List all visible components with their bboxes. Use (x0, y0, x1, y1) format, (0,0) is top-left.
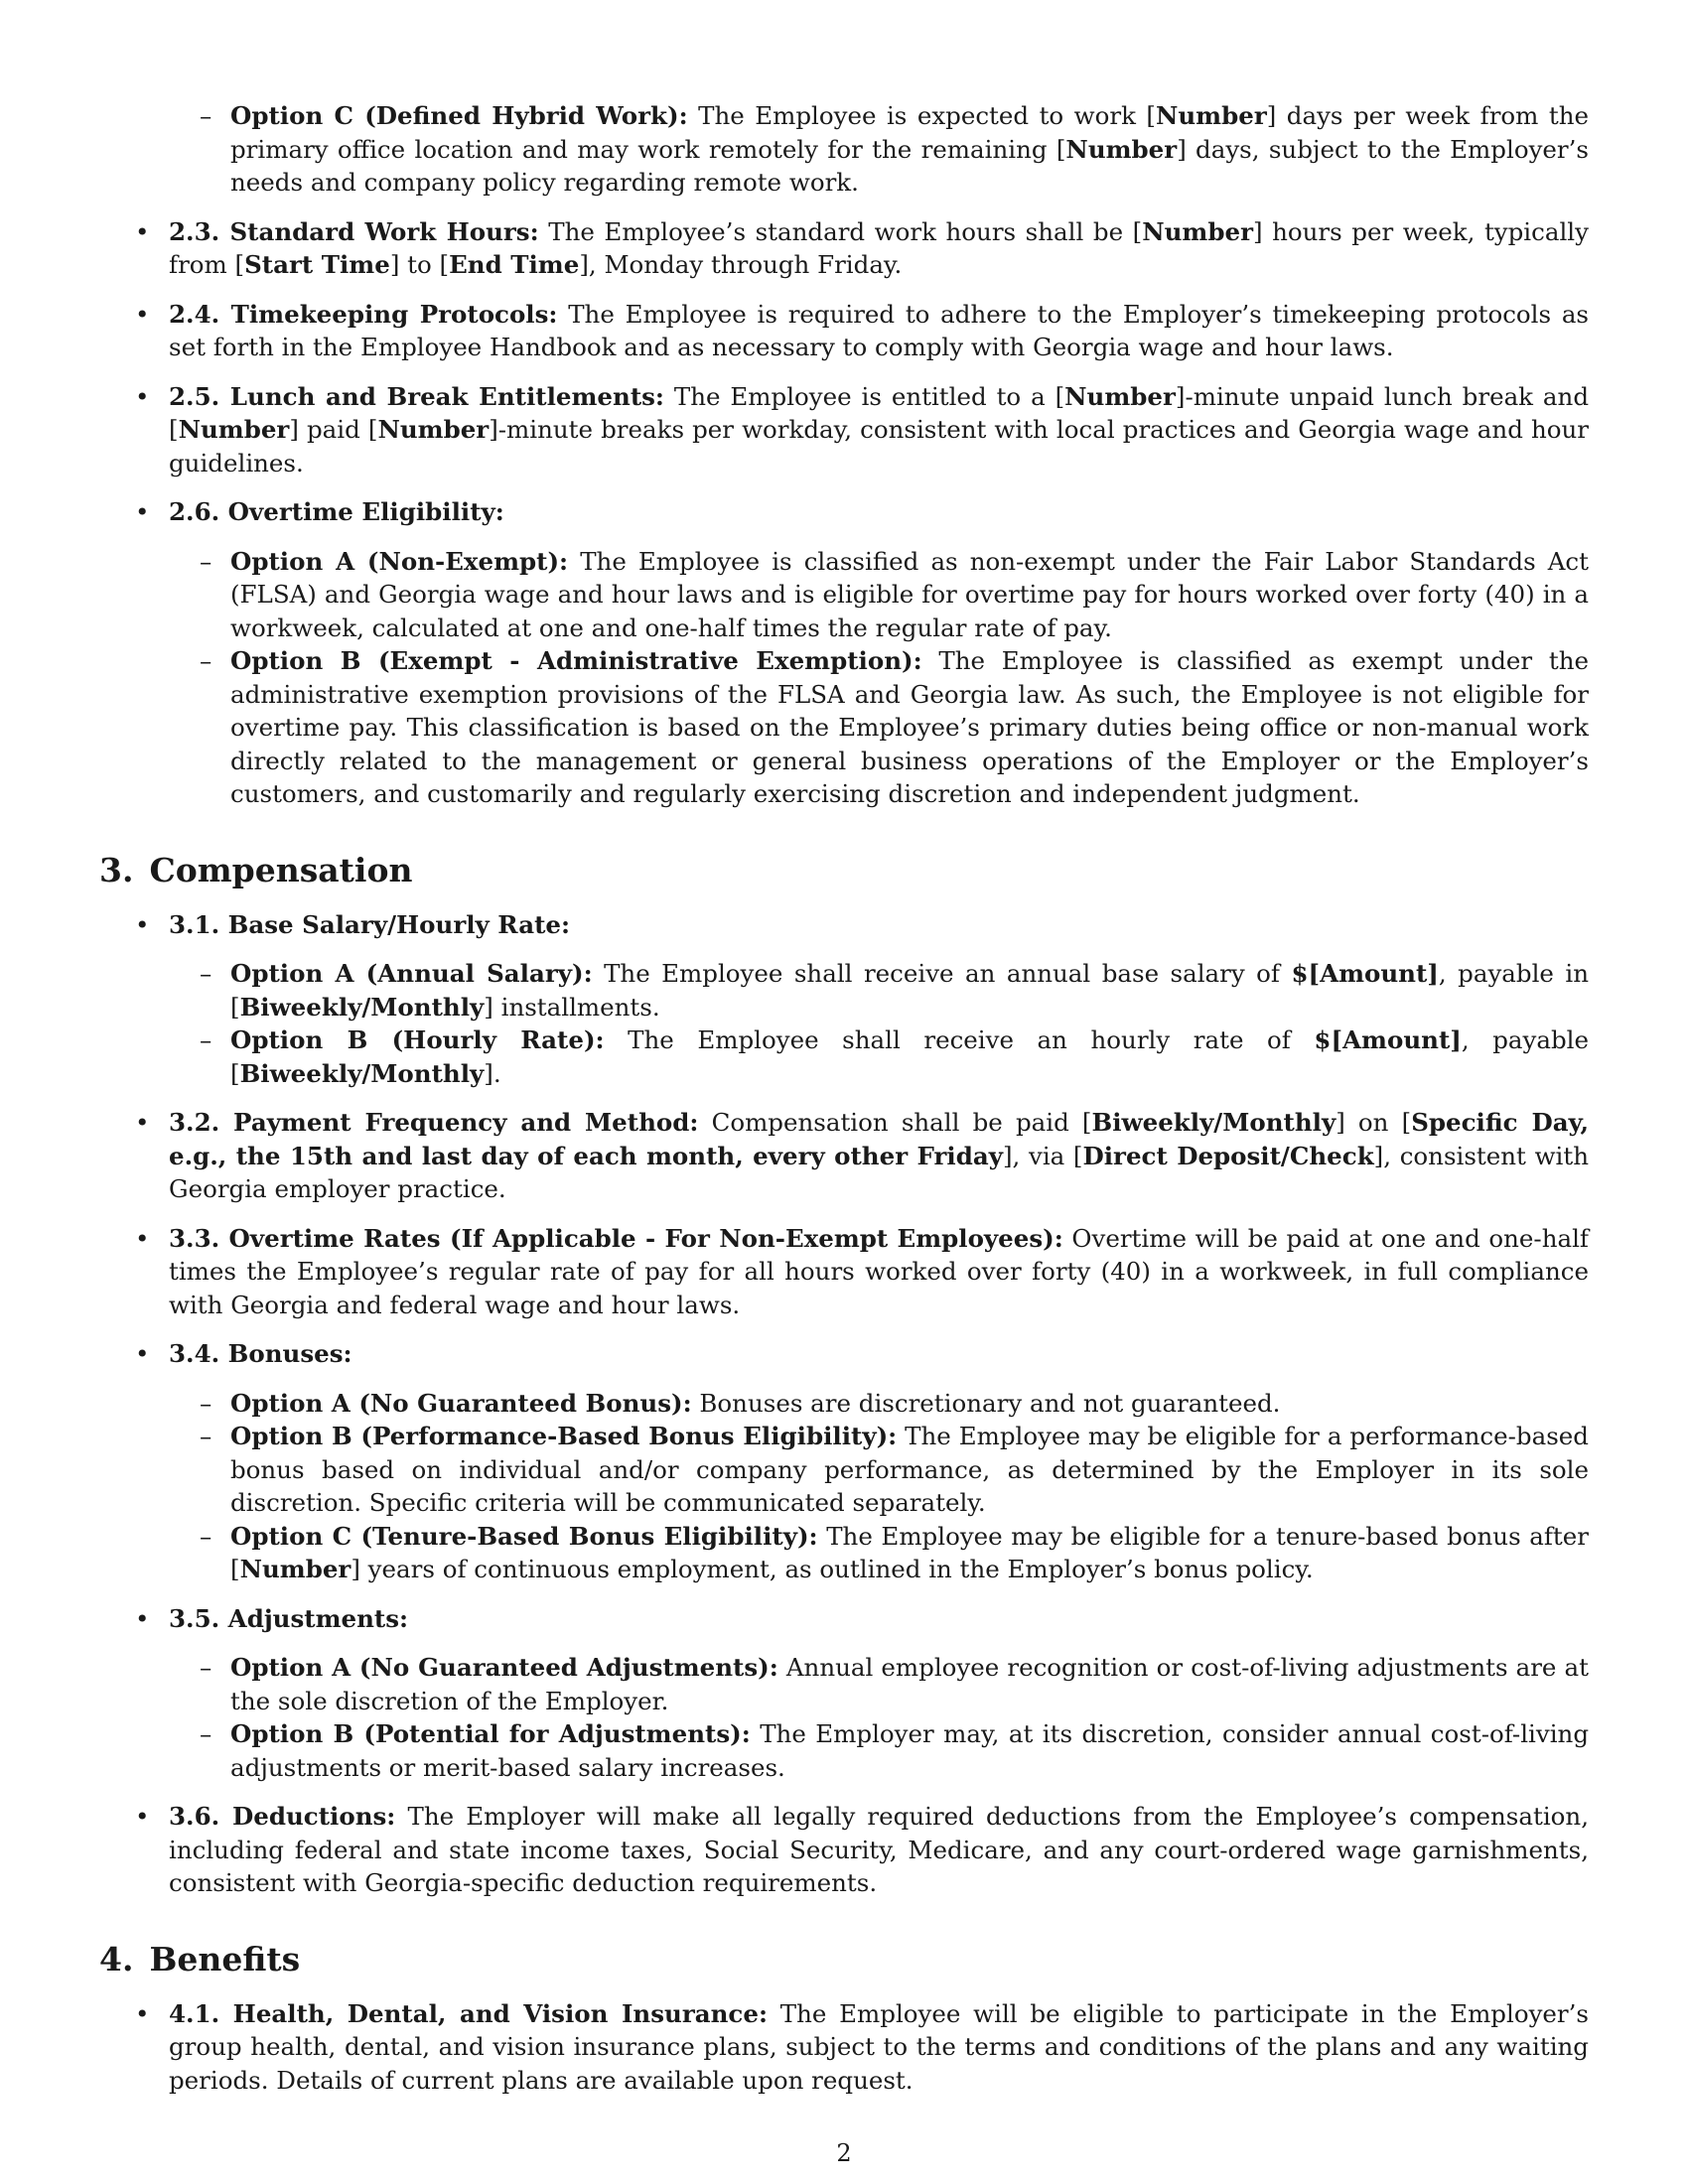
option-text: The Employee is classified as non-exempt under the Fair Labor Standards Act (FLSA) and Georgia wage and hour laws and is eligible for overtime pay for hours worked over forty (40) in a workweek, calculated at one and one-half times the regular rate of pay. (230, 546, 1589, 642)
clause-item (99, 1997, 1589, 2098)
section-number: 4. (99, 1939, 134, 1979)
clause-item (99, 1222, 1589, 1322)
placeholder-field: End Time (449, 250, 580, 279)
option-text: The Employee shall receive an annual base salary of $[Amount], payable in [Biweekly/Monthly] installments. (230, 959, 1589, 1022)
option-list (200, 1651, 1590, 1784)
dash-marker: – (200, 1719, 212, 1748)
placeholder-field: Biweekly/Monthly (239, 992, 485, 1022)
option-c-hybrid (200, 99, 1589, 200)
option-text: Annual employee recognition or cost-of-living adjustments are at the sole discretion of the Employer. (230, 1653, 1589, 1715)
option-item (200, 545, 1589, 645)
clause-text: The Employee’s standard work hours shall be [Number] hours per week, typically from [Start Time] to [End Time], Monday through Friday. (169, 216, 1589, 279)
clause-text: The Employee will be eligible to participate in the Employer’s group health, dental, and vision insurance plans, subject to the terms and conditions of the plans and any waiting periods. Details of current plans are available upon request. (169, 1998, 1589, 2095)
clause-item (99, 495, 1589, 811)
bullet-marker: • (135, 909, 150, 939)
bullet-marker: • (135, 1802, 150, 1831)
clause-item (99, 298, 1589, 364)
placeholder-field: Number (178, 415, 290, 444)
clause-title: 3.1. Base Salary/Hourly Rate: (169, 909, 571, 939)
bullet-marker: • (135, 1339, 150, 1368)
dash-marker: – (200, 646, 212, 675)
option-item (200, 1651, 1589, 1717)
section-4-heading (99, 1940, 1589, 1979)
clause-item (99, 1602, 1589, 1785)
clause-item (99, 1106, 1589, 1206)
clause-title: 3.2. Payment Frequency and Method: (169, 1108, 699, 1137)
bullet-marker: • (135, 1998, 150, 2028)
clause-title: 3.4. Bonuses: (169, 1339, 352, 1368)
option-title: Option A (No Guaranteed Bonus): (230, 1388, 692, 1418)
option-title: Option A (No Guaranteed Adjustments): (230, 1653, 778, 1682)
section-title: Compensation (149, 850, 413, 889)
clause-text: The Employee is entitled to a [Number]-minute unpaid lunch break and [Number] paid [Number]-minute breaks per workday, consistent with local practices and Georgia wage and hour guidelines. (169, 381, 1589, 478)
option-list (200, 957, 1589, 1090)
bullet-marker: • (135, 1108, 150, 1137)
bullet-marker: • (135, 216, 150, 246)
option-title: Option C (Defined Hybrid Work): (230, 101, 688, 130)
bullet-marker: • (135, 381, 150, 411)
clause-title: 2.5. Lunch and Break Entitlements: (169, 381, 664, 411)
placeholder-field: Biweekly/Monthly (1091, 1108, 1336, 1137)
option-title: Option C (Tenure-Based Bonus Eligibility): (230, 1521, 818, 1551)
clause-item (99, 215, 1589, 282)
option-list (200, 1387, 1589, 1586)
section-3-list (99, 908, 1589, 1900)
option-title: Option A (Non-Exempt): (230, 546, 569, 576)
bullet-marker: • (135, 1603, 150, 1633)
dash-marker: – (200, 959, 212, 988)
placeholder-field: Number (1064, 381, 1176, 411)
section-4-list (99, 1997, 1589, 2098)
placeholder-field: $[Amount] (1314, 1025, 1462, 1054)
clause-title: 3.3. Overtime Rates (If Applicable - For Non-Exempt Employees): (169, 1223, 1063, 1253)
option-item (200, 1420, 1589, 1520)
clause-title: 2.4. Timekeeping Protocols: (169, 299, 558, 329)
placeholder-field: Number (1142, 216, 1253, 246)
clause-text: The Employee is required to adhere to the Employer’s timekeeping protocols as set forth in the Employee Handbook and as necessary to comply with Georgia wage and hour laws. (169, 299, 1589, 361)
option-title: Option B (Exempt - Administrative Exemption): (230, 646, 922, 675)
option-text: Bonuses are discretionary and not guaranteed. (691, 1388, 1281, 1418)
dash-marker: – (200, 101, 212, 130)
clause-item (99, 1337, 1589, 1586)
section-number: 3. (99, 850, 134, 889)
placeholder-field: Number (1065, 134, 1178, 164)
placeholder-field: Number (377, 415, 490, 444)
clause-item (99, 380, 1589, 480)
dash-marker: – (200, 1388, 212, 1418)
placeholder-field: Biweekly/Monthly (239, 1058, 485, 1088)
option-list (200, 545, 1590, 811)
option-item (200, 644, 1590, 811)
option-text: The Employer may, at its discretion, consider annual cost-of-living adjustments or merit-based salary increases. (230, 1719, 1590, 1782)
document-body (99, 99, 1589, 2113)
option-item (200, 957, 1589, 1024)
clause-title: 3.6. Deductions: (169, 1802, 396, 1831)
option-text: The Employee is classified as exempt under the administrative exemption provisions of the FLSA and Georgia law. As such, the Employee is not eligible for overtime pay. This classification is based on the Employee’s primary duties being office or non-manual work directly related to the management or general business operations of the Employer or the Employer’s customers, and customarily and regularly exercising discretion and independent judgment. (230, 646, 1590, 808)
dash-marker: – (200, 1422, 212, 1450)
option-title: Option A (Annual Salary): (230, 959, 593, 988)
option-title: Option B (Performance-Based Bonus Eligibility): (230, 1422, 898, 1450)
placeholder-field: $[Amount] (1291, 959, 1439, 988)
option-item (200, 1387, 1589, 1421)
placeholder-field: Direct Deposit/Check (1082, 1141, 1374, 1170)
clause-text: Compensation shall be paid [Biweekly/Monthly] on [Specific Day, e.g., the 15th and last day of each month, every other Friday], via [Direct Deposit/Check], consistent with Georgia employer practice. (169, 1108, 1590, 1203)
option-item (200, 1717, 1590, 1784)
dash-marker: – (200, 546, 212, 576)
clause-item (99, 908, 1589, 1091)
clause-title: 4.1. Health, Dental, and Vision Insurance: (169, 1998, 768, 2028)
dash-marker: – (200, 1521, 212, 1551)
dash-marker: – (200, 1025, 212, 1054)
option-text: The Employee may be eligible for a performance-based bonus based on individual and/or company performance, as determined by the Employer in its sole discretion. Specific criteria will be communicated separately. (230, 1422, 1589, 1517)
continued-options (200, 99, 1589, 200)
placeholder-field: Specific Day, e.g., the 15th and last day of each month, every other Friday (169, 1108, 1589, 1170)
placeholder-field: Start Time (244, 250, 390, 279)
placeholder-field: Number (1155, 101, 1267, 130)
option-text: The Employee may be eligible for a tenure-based bonus after [Number] years of continuous employment, as outlined in the Employer’s bonus policy. (230, 1521, 1589, 1583)
option-title: Option B (Hourly Rate): (230, 1025, 605, 1054)
bullet-marker: • (135, 299, 150, 329)
dash-marker: – (200, 1653, 212, 1682)
bullet-marker: • (135, 1223, 150, 1253)
clause-text: The Employer will make all legally required deductions from the Employee’s compensation, including federal and state income taxes, Social Security, Medicare, and any court-ordered wage garnishments, consistent with Georgia-specific deduction requirements. (169, 1802, 1589, 1897)
clause-item (99, 1800, 1589, 1900)
option-item (200, 1520, 1589, 1586)
option-title: Option B (Potential for Adjustments): (230, 1719, 751, 1748)
clause-title: 2.6. Overtime Eligibility: (169, 497, 504, 526)
clause-text: Overtime will be paid at one and one-half times the Employee’s regular rate of pay for all hours worked over forty (40) in a workweek, in full compliance with Georgia and federal wage and hour laws. (169, 1223, 1589, 1319)
bullet-marker: • (135, 497, 150, 526)
clause-title: 3.5. Adjustments: (169, 1603, 409, 1633)
section-2-list (99, 215, 1589, 811)
option-text: The Employee is expected to work [Number] days per week from the primary office location and may work remotely for the remaining [Number] days, subject to the Employer’s needs and company policy regarding remote work. (230, 101, 1589, 197)
section-title: Benefits (149, 1939, 301, 1979)
option-item (200, 1024, 1589, 1090)
clause-title: 2.3. Standard Work Hours: (169, 216, 539, 246)
section-3-heading (99, 851, 1589, 890)
option-text: The Employee shall receive an hourly rate of $[Amount], payable [Biweekly/Monthly]. (230, 1025, 1589, 1088)
placeholder-field: Number (239, 1555, 352, 1583)
page-number: 2 (836, 2139, 852, 2167)
